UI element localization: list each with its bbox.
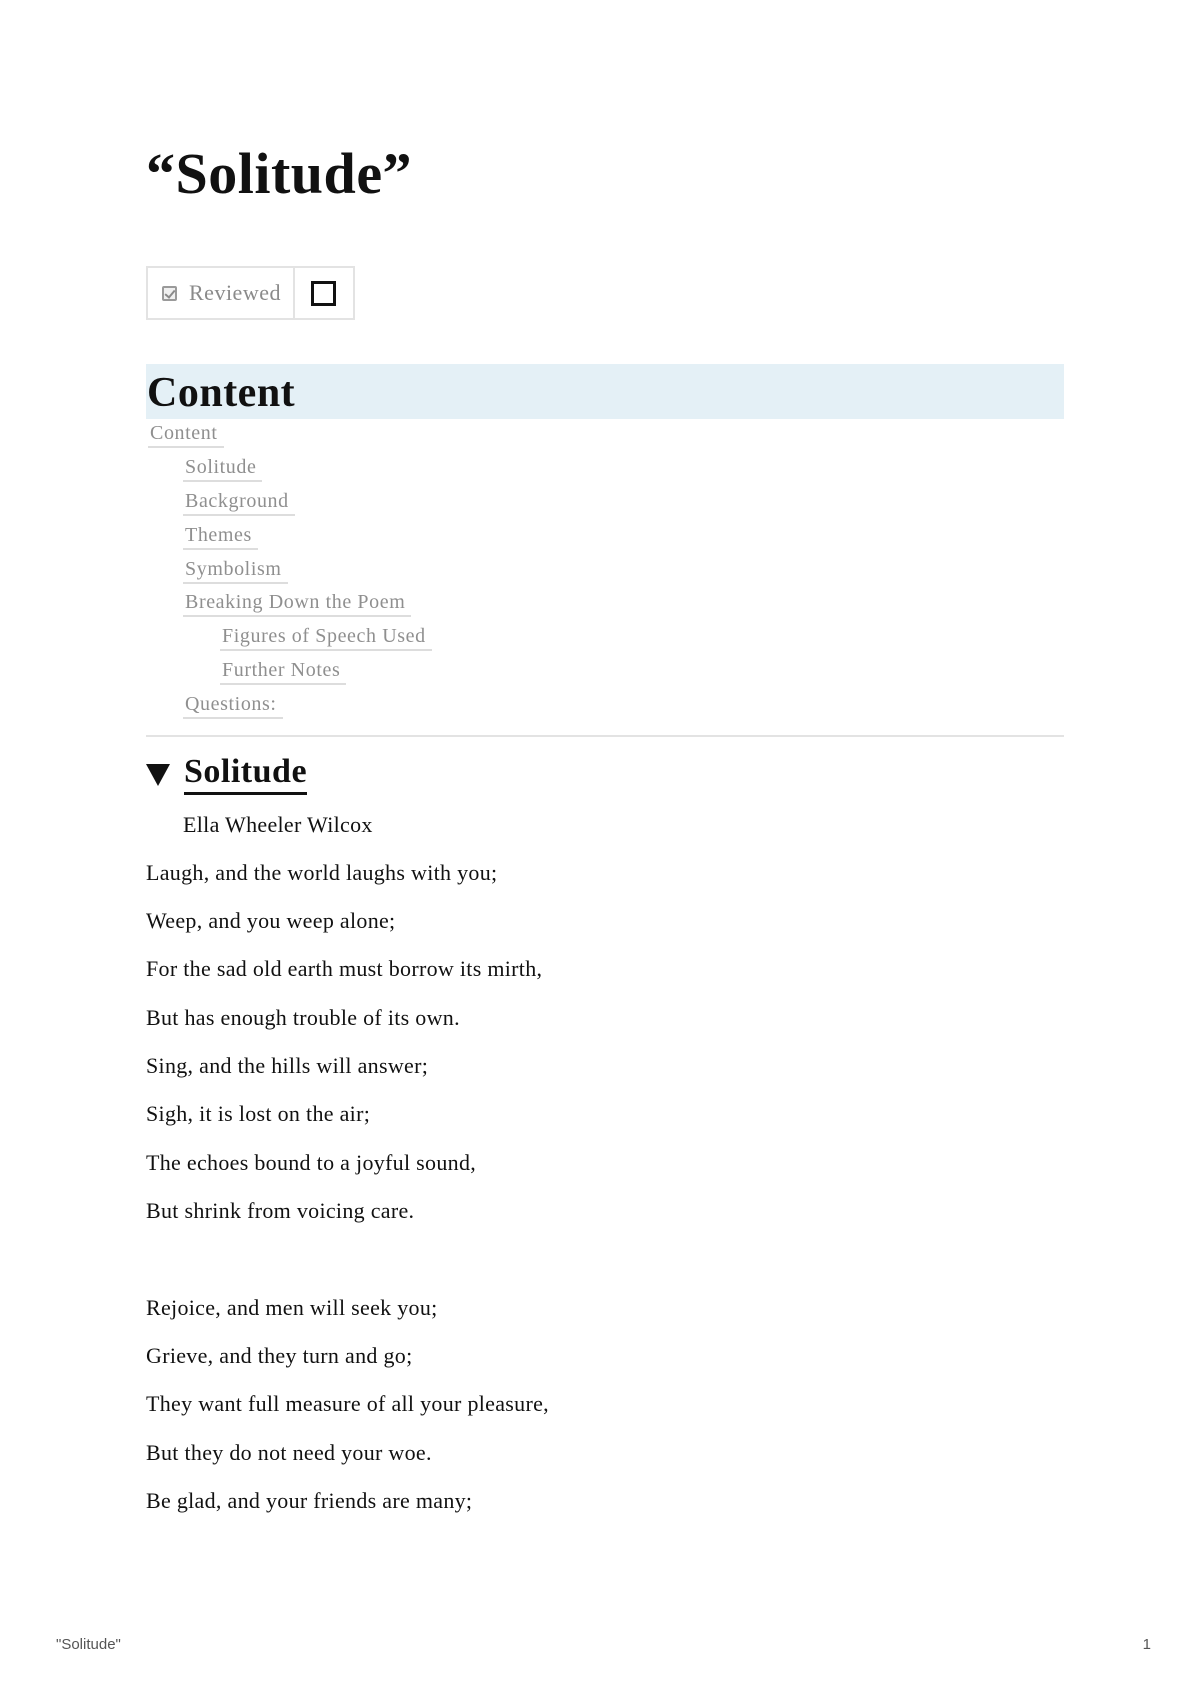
checkbox-property-icon	[162, 286, 177, 301]
reviewed-value-cell	[295, 268, 353, 318]
content-section-header	[146, 364, 1064, 419]
poem-line: They want full measure of all your pleasure,	[146, 1391, 549, 1416]
poem-line: Laugh, and the world laughs with you;	[146, 860, 498, 885]
poem-line: Grieve, and they turn and go;	[146, 1343, 413, 1368]
toc-item-breaking-down-the-poem[interactable]: Breaking Down the Poem	[183, 590, 411, 617]
content-heading: Content	[147, 370, 296, 416]
toc-item-questions[interactable]: Questions:	[183, 692, 283, 719]
toc-item-further-notes[interactable]: Further Notes	[220, 658, 346, 685]
poem-line: Be glad, and your friends are many;	[146, 1488, 473, 1513]
poem-line: The echoes bound to a joyful sound,	[146, 1150, 477, 1175]
poem-line: Rejoice, and men will seek you;	[146, 1295, 438, 1320]
poem-line: Weep, and you weep alone;	[146, 908, 396, 933]
poem-line: But shrink from voicing care.	[146, 1198, 415, 1223]
reviewed-label: Reviewed	[189, 280, 281, 305]
solitude-toggle-heading[interactable]	[146, 752, 307, 795]
poem-line: Sing, and the hills will answer;	[146, 1053, 429, 1078]
poem-line: But they do not need your woe.	[146, 1440, 432, 1465]
toc-item-themes[interactable]: Themes	[183, 523, 258, 550]
toc-item-content[interactable]: Content	[148, 421, 224, 448]
page-title: “Solitude”	[146, 141, 413, 206]
toc-divider	[146, 735, 1064, 737]
toc-item-figures-of-speech-used[interactable]: Figures of Speech Used	[220, 624, 432, 651]
toc-item-background[interactable]: Background	[183, 489, 295, 516]
properties-table	[146, 266, 355, 320]
poem-line: Sigh, it is lost on the air;	[146, 1101, 371, 1126]
poem-line: For the sad old earth must borrow its mirth,	[146, 956, 543, 981]
toc-item-symbolism[interactable]: Symbolism	[183, 557, 288, 584]
reviewed-checkbox[interactable]	[311, 281, 336, 306]
toggle-triangle-icon[interactable]	[146, 764, 170, 786]
poem-heading: Solitude	[184, 752, 307, 795]
toc-item-solitude[interactable]: Solitude	[183, 455, 262, 482]
reviewed-property	[148, 268, 295, 318]
poem-line: But has enough trouble of its own.	[146, 1005, 460, 1030]
poem-author: Ella Wheeler Wilcox	[183, 812, 373, 837]
footer-document-title: "Solitude"	[56, 1636, 121, 1653]
footer-page-number: 1	[1142, 1636, 1151, 1653]
